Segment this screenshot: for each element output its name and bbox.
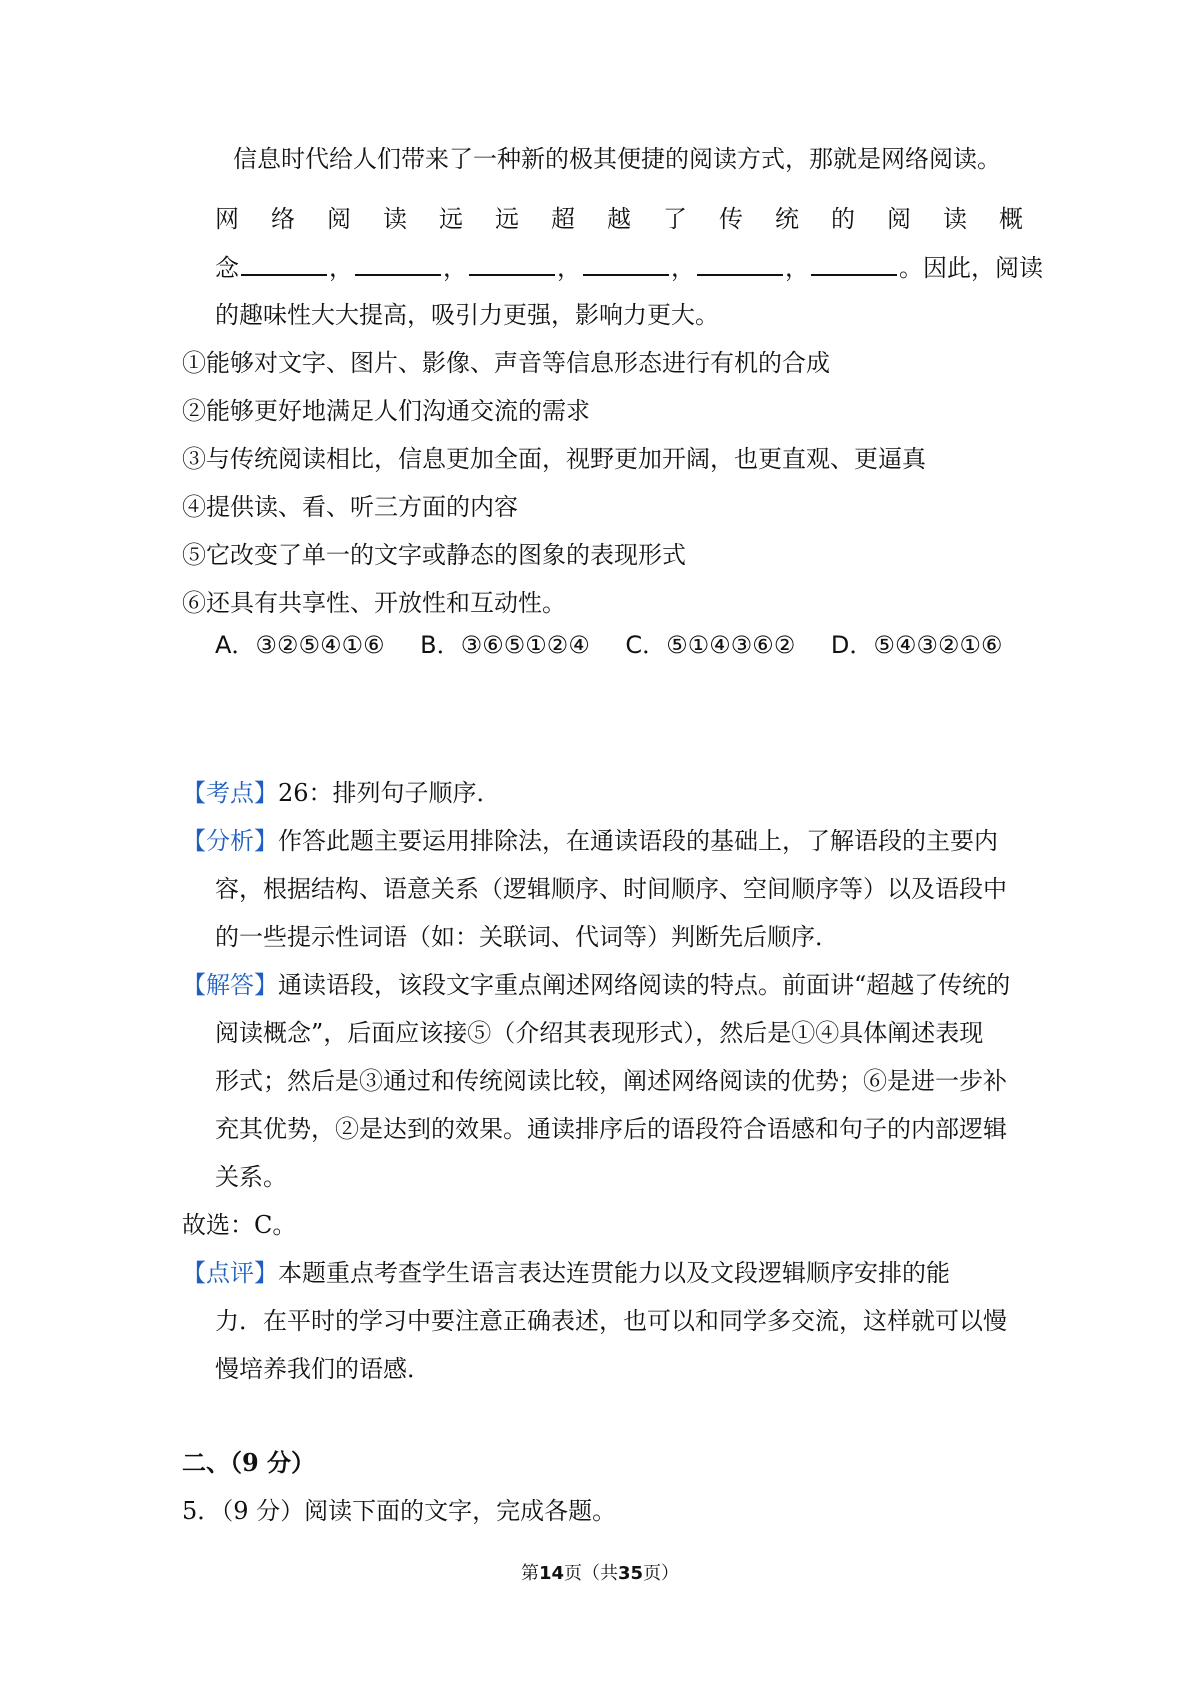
footer-suffix: 页） — [643, 1563, 680, 1584]
passage-line-1: 信息时代给人们带来了一种新的极其便捷的阅读方式，那就是网络阅读。 — [233, 145, 1001, 173]
sentence-6: ⑥还具有共享性、开放性和互动性。 — [182, 589, 566, 617]
passage-line-4: 的趣味性大大提高，吸引力更强，影响力更大。 — [215, 301, 719, 329]
dianping-line-1 — [182, 1258, 950, 1288]
passage-char: 阅 — [327, 205, 351, 233]
answer-choice: 故选：C。 — [182, 1211, 297, 1239]
question-5: 5．（9 分）阅读下面的文字，完成各题。 — [182, 1497, 617, 1525]
passage-char: 远 — [439, 205, 463, 233]
answer-options — [215, 630, 1030, 660]
jieda-line-3: 形式；然后是③通过和传统阅读比较，阐述网络阅读的优势；⑥是进一步补 — [215, 1067, 1007, 1095]
passage-line-2 — [215, 204, 1023, 234]
option-c: C．⑤①④③⑥② — [625, 631, 796, 659]
footer-prefix: 第 — [520, 1563, 539, 1584]
passage-char: 远 — [495, 205, 519, 233]
passage-text: 念 — [215, 254, 239, 282]
kaodian-tag: 【考点】 — [182, 779, 278, 807]
passage-char: 的 — [831, 205, 855, 233]
answer-blank — [697, 252, 783, 276]
comma: ， — [329, 254, 353, 282]
passage-text: 。因此，阅读 — [899, 254, 1043, 282]
passage-char: 传 — [719, 205, 743, 233]
dianping-line-3: 慢培养我们的语感． — [215, 1355, 431, 1383]
option-b: B．③⑥⑤①②④ — [420, 631, 590, 659]
passage-char: 读 — [383, 205, 407, 233]
comma: ， — [671, 254, 695, 282]
answer-blank — [811, 252, 897, 276]
passage-char: 网 — [215, 205, 239, 233]
comma: ， — [443, 254, 467, 282]
comma: ， — [785, 254, 809, 282]
jieda-text: 通读语段，该段文字重点阐述网络阅读的特点。前面讲“超越了传统的 — [278, 971, 1011, 999]
answer-blank — [241, 252, 327, 276]
sentence-4: ④提供读、看、听三方面的内容 — [182, 493, 518, 521]
jieda-line-4: 充其优势，②是达到的效果。通读排序后的语段符合语感和句子的内部逻辑 — [215, 1115, 1007, 1143]
sentence-2: ②能够更好地满足人们沟通交流的需求 — [182, 397, 590, 425]
passage-char: 超 — [551, 205, 575, 233]
jieda-line-5: 关系。 — [215, 1163, 287, 1191]
page-footer — [0, 1562, 1200, 1586]
dianping-text: 本题重点考查学生语言表达连贯能力以及文段逻辑顺序安排的能 — [278, 1259, 950, 1287]
fenxi-text: 作答此题主要运用排除法，在通读语段的基础上，了解语段的主要内 — [278, 827, 998, 855]
dianping-tag: 【点评】 — [182, 1259, 278, 1287]
jieda-line-1 — [182, 970, 1010, 1000]
passage-char: 络 — [271, 205, 295, 233]
passage-line-3 — [215, 252, 1043, 283]
sentence-5: ⑤它改变了单一的文字或静态的图象的表现形式 — [182, 541, 686, 569]
option-a: A．③②⑤④①⑥ — [215, 631, 385, 659]
passage-char: 越 — [607, 205, 631, 233]
dianping-line-2: 力．在平时的学习中要注意正确表述，也可以和同学多交流，这样就可以慢 — [215, 1307, 1007, 1335]
comma: ， — [557, 254, 581, 282]
kaodian-text: 26：排列句子顺序． — [278, 779, 501, 807]
fenxi-line-1 — [182, 826, 998, 856]
fenxi-tag: 【分析】 — [182, 827, 278, 855]
passage-char: 了 — [663, 205, 687, 233]
sentence-1: ①能够对文字、图片、影像、声音等信息形态进行有机的合成 — [182, 349, 830, 377]
answer-blank — [583, 252, 669, 276]
footer-page-number: 14 — [538, 1563, 564, 1584]
footer-middle: 页（共 — [564, 1563, 618, 1584]
kaodian-line — [182, 778, 501, 808]
passage-char: 概 — [999, 205, 1023, 233]
option-d: D．⑤④③②①⑥ — [830, 631, 1003, 659]
passage-char: 阅 — [887, 205, 911, 233]
passage-char: 读 — [943, 205, 967, 233]
section-2-heading: 二、（9 分） — [182, 1448, 316, 1477]
fenxi-line-3: 的一些提示性词语（如：关联词、代词等）判断先后顺序． — [215, 923, 839, 951]
answer-blank — [469, 252, 555, 276]
sentence-3: ③与传统阅读相比，信息更加全面，视野更加开阔，也更直观、更逼真 — [182, 445, 926, 473]
footer-total-pages: 35 — [618, 1563, 644, 1584]
answer-blank — [355, 252, 441, 276]
jieda-line-2: 阅读概念”，后面应该接⑤（介绍其表现形式），然后是①④具体阐述表现 — [215, 1019, 984, 1047]
fenxi-line-2: 容，根据结构、语意关系（逻辑顺序、时间顺序、空间顺序等）以及语段中 — [215, 875, 1007, 903]
passage-char: 统 — [775, 205, 799, 233]
jieda-tag: 【解答】 — [182, 971, 278, 999]
